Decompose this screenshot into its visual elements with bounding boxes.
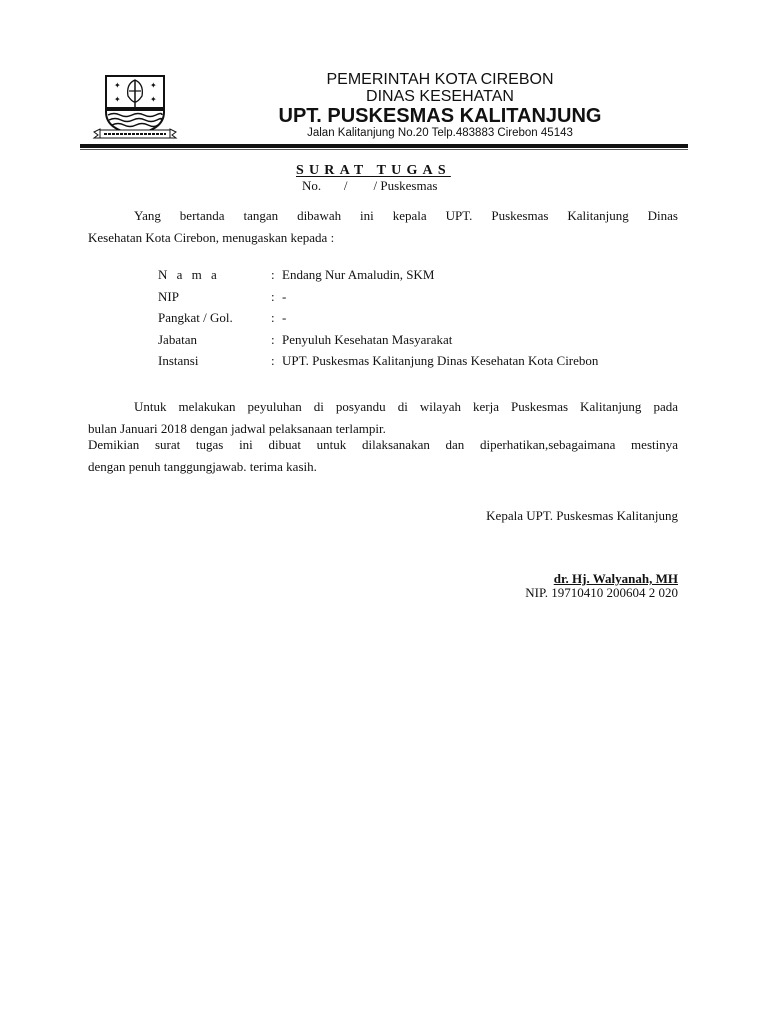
field-value: -: [282, 310, 287, 325]
closing-paragraph: [88, 434, 678, 478]
svg-text:✦: ✦: [150, 81, 157, 90]
field-value: -: [282, 288, 287, 304]
signatory-nip: NIP. 19710410 200604 2 020: [525, 585, 678, 600]
field-colon: :: [271, 288, 275, 304]
opening-paragraph: [88, 205, 678, 249]
opening-line: Kesehatan Kota Cirebon, menugaskan kepada :: [88, 230, 335, 245]
letterhead-institution: UPT. PUSKESMAS KALITANJUNG: [278, 105, 602, 127]
letter-title: SURAT TUGAS: [296, 163, 451, 178]
signatory-position: Kepala UPT. Puskesmas Kalitanjung: [486, 508, 678, 523]
letterhead-address: Jalan Kalitanjung No.20 Telp.483883 Cirebon 45143: [307, 127, 573, 139]
field-label: Pangkat / Gol.: [158, 310, 233, 325]
field-colon: :: [271, 331, 275, 347]
letterhead-divider-thin: [80, 149, 688, 150]
field-label: NIP: [158, 288, 179, 304]
letterhead-department: DINAS KESEHATAN: [366, 88, 514, 105]
field-value: Endang Nur Amaludin, SKM: [282, 267, 435, 282]
closing-line: dengan penuh tanggungjawab. terima kasih.: [88, 459, 317, 474]
svg-text:✦: ✦: [114, 81, 121, 90]
field-label: Instansi: [158, 353, 199, 368]
svg-text:✦: ✦: [114, 95, 121, 104]
closing-line: Demikian surat tugas ini dibuat untuk dilaksanakan dan diperhatikan,sebagaimana mestinya: [88, 437, 678, 452]
opening-line: Yang bertanda tangan dibawah ini kepala UPT. Puskesmas Kalitanjung Dinas: [134, 208, 678, 223]
field-colon: :: [271, 310, 275, 325]
cirebon-city-coat-of-arms-icon: [92, 74, 178, 140]
purpose-line: Untuk melakukan peyuluhan di posyandu di wilayah kerja Puskesmas Kalitanjung pada: [134, 399, 678, 414]
field-label: Jabatan: [158, 331, 197, 347]
purpose-line: bulan Januari 2018 dengan jadwal pelaksanaan terlampir.: [88, 421, 386, 436]
field-value: UPT. Puskesmas Kalitanjung Dinas Kesehatan Kota Cirebon: [282, 353, 599, 368]
letterhead-government: PEMERINTAH KOTA CIREBON: [326, 71, 554, 88]
field-label: N a m a: [158, 267, 220, 282]
field-colon: :: [271, 267, 275, 282]
letterhead-divider-thick: [80, 144, 688, 148]
signatory-name: dr. Hj. Walyanah, MH: [553, 571, 678, 586]
svg-text:✦: ✦: [150, 95, 157, 104]
field-value: Penyuluh Kesehatan Masyarakat: [282, 331, 453, 347]
letter-number: No. / / Puskesmas: [302, 178, 438, 193]
field-colon: :: [271, 353, 275, 368]
